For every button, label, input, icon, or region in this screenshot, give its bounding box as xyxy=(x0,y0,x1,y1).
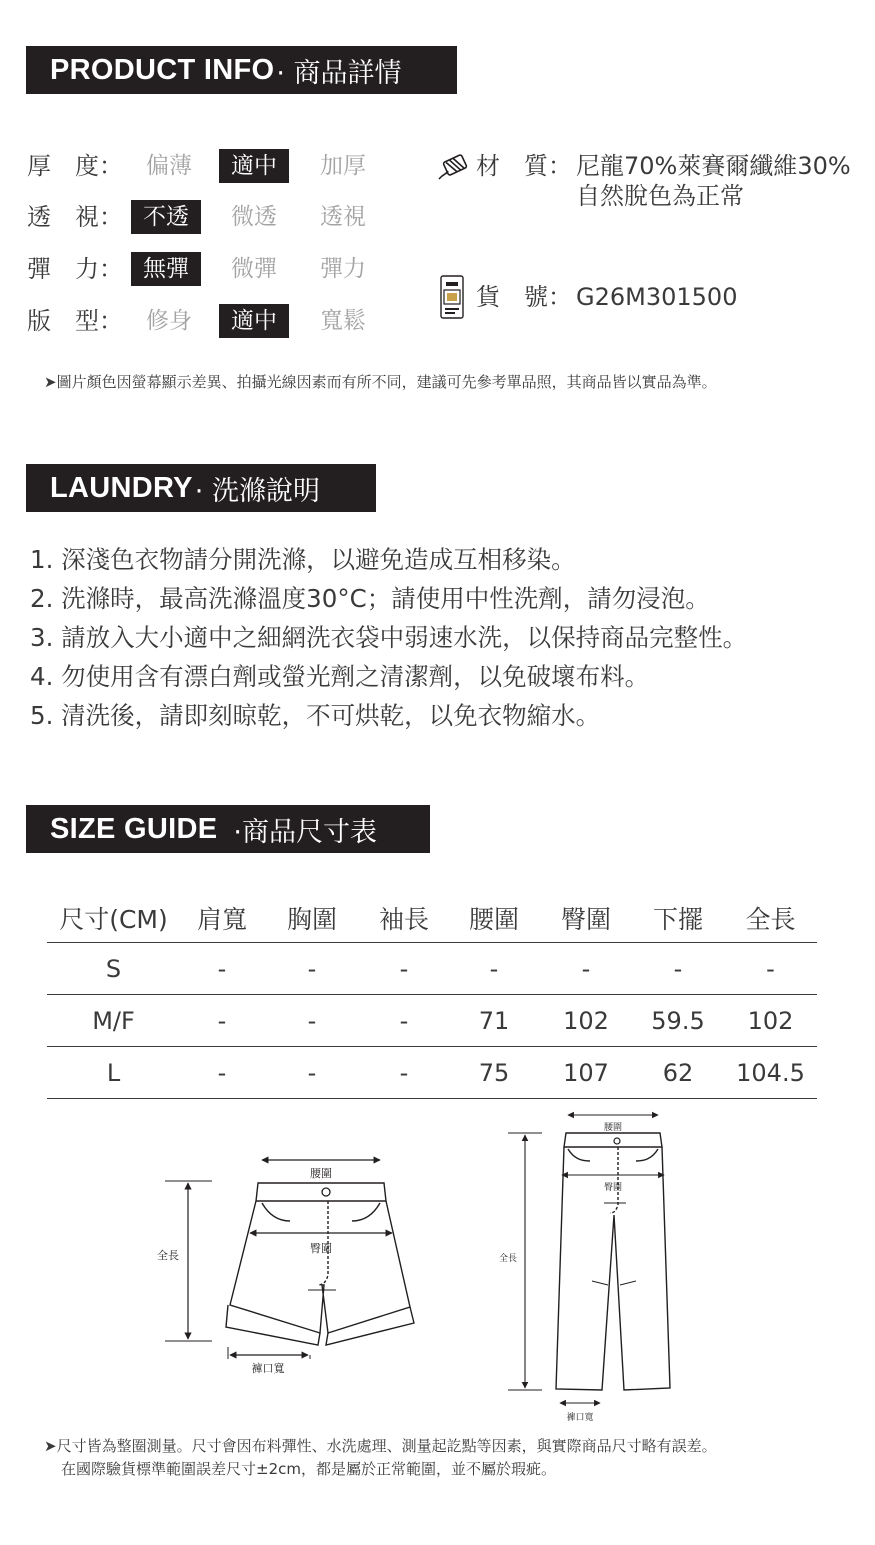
table-cell: 75 xyxy=(448,1047,540,1099)
laundry-item: 5. 清洗後，請即刻晾乾，不可烘乾，以免衣物縮水。 xyxy=(30,701,601,730)
column-header: 肩寬 xyxy=(180,894,264,943)
attribute-option: 微彈 xyxy=(231,256,277,282)
product-info-header-zh: · 商品詳情 xyxy=(276,57,402,89)
column-header: 袖長 xyxy=(360,894,448,943)
table-cell: 104.5 xyxy=(724,1047,817,1099)
table-cell: 102 xyxy=(540,995,632,1047)
clothing-tag-icon xyxy=(438,274,466,320)
shorts-length-label: 全長 xyxy=(157,1249,179,1262)
table-cell: S xyxy=(47,943,180,995)
attribute-row-thickness xyxy=(27,149,387,183)
attribute-label: 彈 力： xyxy=(27,255,123,283)
pants-hem-label: 褲口寬 xyxy=(566,1413,594,1423)
size-guide-header-en: SIZE GUIDE xyxy=(50,812,218,845)
product-info-header-en: PRODUCT INFO xyxy=(50,53,275,86)
table-cell: - xyxy=(180,995,264,1047)
table-row xyxy=(47,1047,817,1099)
table-cell: - xyxy=(264,995,360,1047)
table-row xyxy=(47,995,817,1047)
table-cell: M/F xyxy=(47,995,180,1047)
table-cell: - xyxy=(264,943,360,995)
attribute-label: 透 視： xyxy=(27,203,123,231)
table-cell: L xyxy=(47,1047,180,1099)
shorts-hem-label: 褲口寬 xyxy=(251,1362,285,1375)
column-header: 腰圍 xyxy=(448,894,540,943)
attribute-option: 彈力 xyxy=(320,256,366,282)
table-cell: - xyxy=(448,943,540,995)
table-cell: - xyxy=(360,1047,448,1099)
table-cell: 62 xyxy=(632,1047,724,1099)
laundry-header-zh: · 洗滌說明 xyxy=(194,475,320,507)
column-header: 全長 xyxy=(724,894,817,943)
attribute-label: 厚 度： xyxy=(27,152,123,180)
attribute-option: 不透 xyxy=(131,200,201,234)
size-note-line-1: ➤尺寸皆為整圈測量。尺寸會因布料彈性、水洗處理、測量起訖點等因素，與實際商品尺寸略有誤差。 xyxy=(44,1437,717,1455)
column-header: 臀圍 xyxy=(540,894,632,943)
column-header: 胸圍 xyxy=(264,894,360,943)
pants-hip-label: 臀圍 xyxy=(603,1183,623,1193)
shorts-hip-label: 臀圍 xyxy=(310,1242,332,1255)
pants-waist-label: 腰圍 xyxy=(603,1123,623,1133)
color-disclaimer-note: ➤圖片顏色因螢幕顯示差異、拍攝光線因素而有所不同，建議可先參考單品照，其商品皆以實品為準。 xyxy=(44,373,717,391)
table-cell: 71 xyxy=(448,995,540,1047)
attribute-row-elasticity xyxy=(27,252,387,286)
laundry-item: 2. 洗滌時，最高洗滌溫度30°C；請使用中性洗劑，請勿浸泡。 xyxy=(30,584,710,613)
table-cell: - xyxy=(724,943,817,995)
material-value-line-2: 自然脫色為正常 xyxy=(576,182,744,210)
sku-value: G26M301500 xyxy=(576,283,738,311)
attribute-option: 寬鬆 xyxy=(320,308,366,334)
table-cell: 102 xyxy=(724,995,817,1047)
attribute-option: 偏薄 xyxy=(146,153,192,179)
pants-length-label: 全長 xyxy=(498,1254,518,1264)
laundry-item: 4. 勿使用含有漂白劑或螢光劑之清潔劑，以免破壞布料。 xyxy=(30,662,650,691)
attribute-option: 透視 xyxy=(320,204,366,230)
column-header: 下擺 xyxy=(632,894,724,943)
material-value-line-1: 尼龍70%萊賽爾纖維30% xyxy=(576,152,851,180)
material-label: 材 質： xyxy=(476,152,572,180)
size-table xyxy=(47,894,817,1099)
laundry-item: 1. 深淺色衣物請分開洗滌，以避免造成互相移染。 xyxy=(30,545,576,574)
laundry-header-en: LAUNDRY xyxy=(50,471,193,504)
size-guide-header-zh: ·商品尺寸表 xyxy=(233,816,377,848)
attribute-label: 版 型： xyxy=(27,307,123,335)
table-cell: 107 xyxy=(540,1047,632,1099)
attribute-row-fit xyxy=(27,304,387,338)
attribute-option: 加厚 xyxy=(320,153,366,179)
table-cell: - xyxy=(632,943,724,995)
table-row xyxy=(47,943,817,995)
sku-label: 貨 號： xyxy=(476,283,572,311)
attribute-option: 適中 xyxy=(219,304,289,338)
product-info-header xyxy=(26,46,457,94)
attribute-option: 適中 xyxy=(219,149,289,183)
pants-measurement-diagram xyxy=(490,1105,690,1430)
size-guide-header xyxy=(26,805,430,853)
laundry-instructions xyxy=(30,540,747,735)
laundry-header xyxy=(26,464,376,512)
attribute-option: 修身 xyxy=(146,308,192,334)
column-header: 尺寸(CM) xyxy=(47,894,180,943)
size-table-header-row xyxy=(47,894,817,943)
attribute-option: 無彈 xyxy=(131,252,201,286)
shorts-measurement-diagram xyxy=(140,1145,440,1385)
laundry-item: 3. 請放入大小適中之細網洗衣袋中弱速水洗，以保持商品完整性。 xyxy=(30,623,748,652)
table-cell: - xyxy=(180,1047,264,1099)
shorts-waist-label: 腰圍 xyxy=(310,1167,332,1180)
table-cell: 59.5 xyxy=(632,995,724,1047)
attribute-option: 微透 xyxy=(231,204,277,230)
size-note-line-2: 在國際驗貨標準範圍誤差尺寸±2cm，都是屬於正常範圍，並不屬於瑕疵。 xyxy=(61,1460,556,1478)
thread-spool-icon xyxy=(436,153,472,183)
attribute-row-opacity xyxy=(27,200,387,234)
table-cell: - xyxy=(264,1047,360,1099)
table-cell: - xyxy=(360,995,448,1047)
table-cell: - xyxy=(540,943,632,995)
table-cell: - xyxy=(360,943,448,995)
table-cell: - xyxy=(180,943,264,995)
